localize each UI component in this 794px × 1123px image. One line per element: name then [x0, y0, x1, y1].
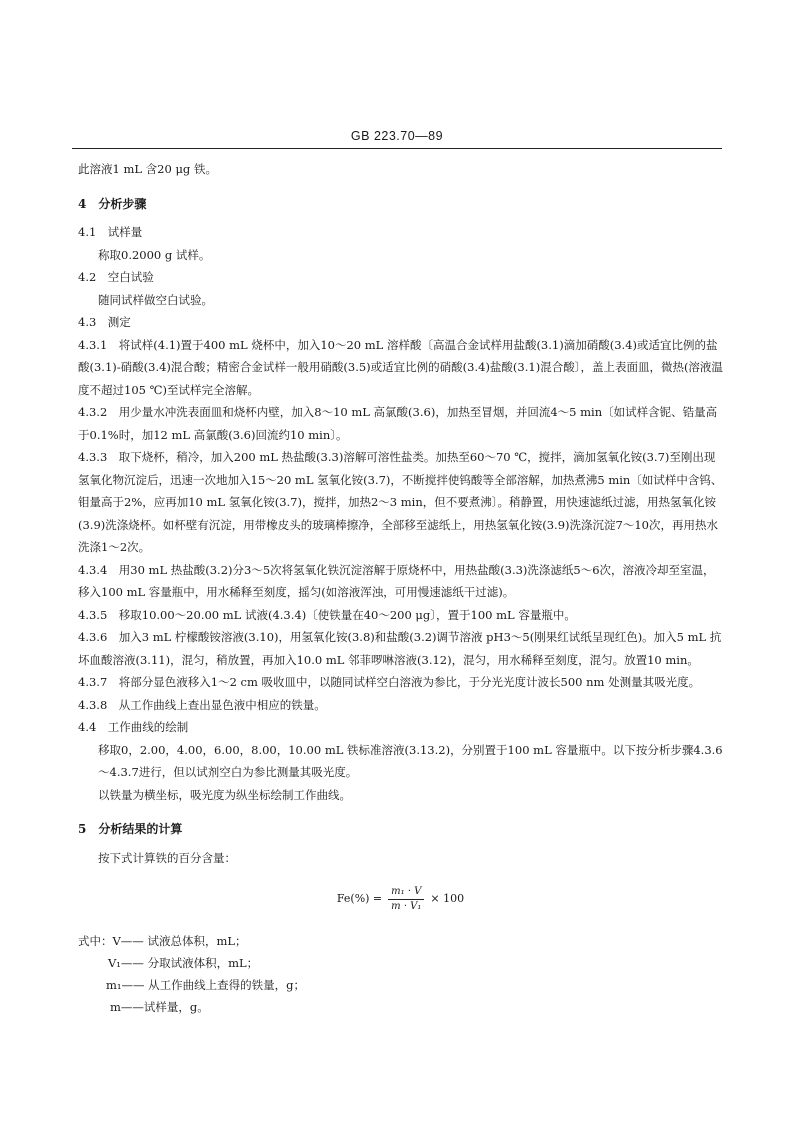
section-4-1-text: 称取0.2000 g 试样。 [98, 247, 211, 262]
formula-lhs: Fe(%) = [336, 892, 383, 906]
document-body [78, 158, 723, 1018]
page-header: GB 223.70—89 [350, 129, 444, 143]
paragraph-4-3-4: 4.3.4 用30 mL 热盐酸(3.2)分3～5次将氢氧化铁沉淀溶解于原烧杯中，用热盐酸(3.3)洗涤滤纸5～6次，溶液冷却至室温，移入100 mL 容量瓶中，用水稀释至刻度，摇匀(如溶液浑浊，可用慢速滤纸干过滤)。 [78, 562, 715, 599]
variable-def: V₁—— 分取试液体积，mL； [108, 956, 259, 970]
section-4-2-title: 4.2 空白试验 [78, 270, 154, 284]
formula-numerator: m₁ · V [388, 885, 424, 900]
intro-line: 此溶液1 mL 含20 μg 铁。 [78, 162, 217, 176]
section-4-2-text: 随同试样做空白试验。 [98, 292, 213, 307]
section-5-lead: 按下式计算铁的百分含量： [98, 850, 236, 865]
paragraph-4-3-2: 4.3.2 用少量水冲洗表面皿和烧杯内壁，加入8～10 mL 高氯酸(3.6)，加热至冒烟，并回流4～5 min〔如试样含铌、锆量高于0.1%时，加12 mL 高氯酸(3.6)回流约10 min〕。 [78, 405, 718, 442]
iron-formula [78, 885, 723, 914]
variable-def: m₁—— 从工作曲线上查得的铁量，g； [106, 978, 306, 992]
paragraph-4-4-b: 以铁量为横坐标，吸光度为纵坐标绘制工作曲线。 [98, 787, 351, 802]
formula-fraction [388, 885, 424, 914]
paragraph-4-3-3: 4.3.3 取下烧杯，稍冷，加入200 mL 热盐酸(3.3)溶解可溶性盐类。加热至60～70 ℃，搅拌，滴加氢氧化铵(3.7)至刚出现氢氧化物沉淀后，迅速一次地加入15～20 mL 氢氧化铵(3.7)，不断搅拌使钨酸等全部溶解，加热煮沸5 min〔如试样中含钨、钼量高于2%，应再加10 mL 氢氧化铵(3.7)，搅拌，加热2～3 min，但不要煮沸〕。稍静置，用快速滤纸过滤，用热氢氧化铵(3.9)洗涤烧杯。如杯壁有沉淀，用带橡皮头的玻璃棒擦净，全部移至滤纸上，用热氢氧化铵(3.9)洗涤沉淀7～10次，再用热水洗涤1～2次。 [78, 450, 723, 554]
section-4-4-title: 4.4 工作曲线的绘制 [78, 720, 189, 734]
variable-def: m——试样量，g。 [110, 1000, 209, 1014]
section-4-1-title: 4.1 试样量 [78, 225, 143, 239]
paragraph-4-3-8: 4.3.8 从工作曲线上查出显色液中相应的铁量。 [78, 697, 326, 712]
paragraph-4-4-a: 移取0，2.00，4.00，6.00，8.00，10.00 mL 铁标准溶液(3.13.2)，分别置于100 mL 容量瓶中。以下按分析步骤4.3.6～4.3.7进行，但以试剂空白为参比测量其吸光度。 [98, 742, 723, 779]
formula-rhs: × 100 [430, 892, 465, 906]
paragraph-4-3-1: 4.3.1 将试样(4.1)置于400 mL 烧杯中，加入10～20 mL 溶样酸〔高温合金试样用盐酸(3.1)滴加硝酸(3.4)或适宜比例的盐酸(3.1)-硝酸(3.4)混合酸；精密合金试样一般用硝酸(3.5)或适宜比例的硝酸(3.4)盐酸(3.1)混合酸〕，盖上表面皿，微热(溶液温度不超过105 ℃)至试样完全溶解。 [78, 337, 723, 397]
paragraph-4-3-5: 4.3.5 移取10.00～20.00 mL 试液(4.3.4)〔使铁量在40～200 μg〕，置于100 mL 容量瓶中。 [78, 607, 576, 622]
variable-definitions [78, 930, 723, 1018]
paragraph-4-3-6: 4.3.6 加入3 mL 柠檬酸铵溶液(3.10)，用氢氧化铵(3.8)和盐酸(3.2)调节溶液 pH3～5(刚果红试纸呈现红色)。加入5 mL 抗坏血酸溶液(3.11)，混匀，稍放置，再加入10.0 mL 邻菲啰啉溶液(3.12)，混匀，用水稀释至刻度，混匀。放置10 min。 [78, 630, 722, 667]
variable-def: 式中：V—— 试液总体积，mL； [78, 934, 247, 948]
section-4-3-title: 4.3 测定 [78, 315, 131, 329]
section-4-title: 4 分析步骤 [78, 196, 147, 211]
section-5-title: 5 分析结果的计算 [78, 822, 183, 836]
header-rule [72, 148, 722, 149]
paragraph-4-3-7: 4.3.7 将部分显色液移入1～2 cm 吸收皿中，以随同试样空白溶液为参比，于分光光度计波长500 nm 处测量其吸光度。 [78, 675, 701, 689]
formula-denominator: m · V₁ [391, 901, 422, 912]
